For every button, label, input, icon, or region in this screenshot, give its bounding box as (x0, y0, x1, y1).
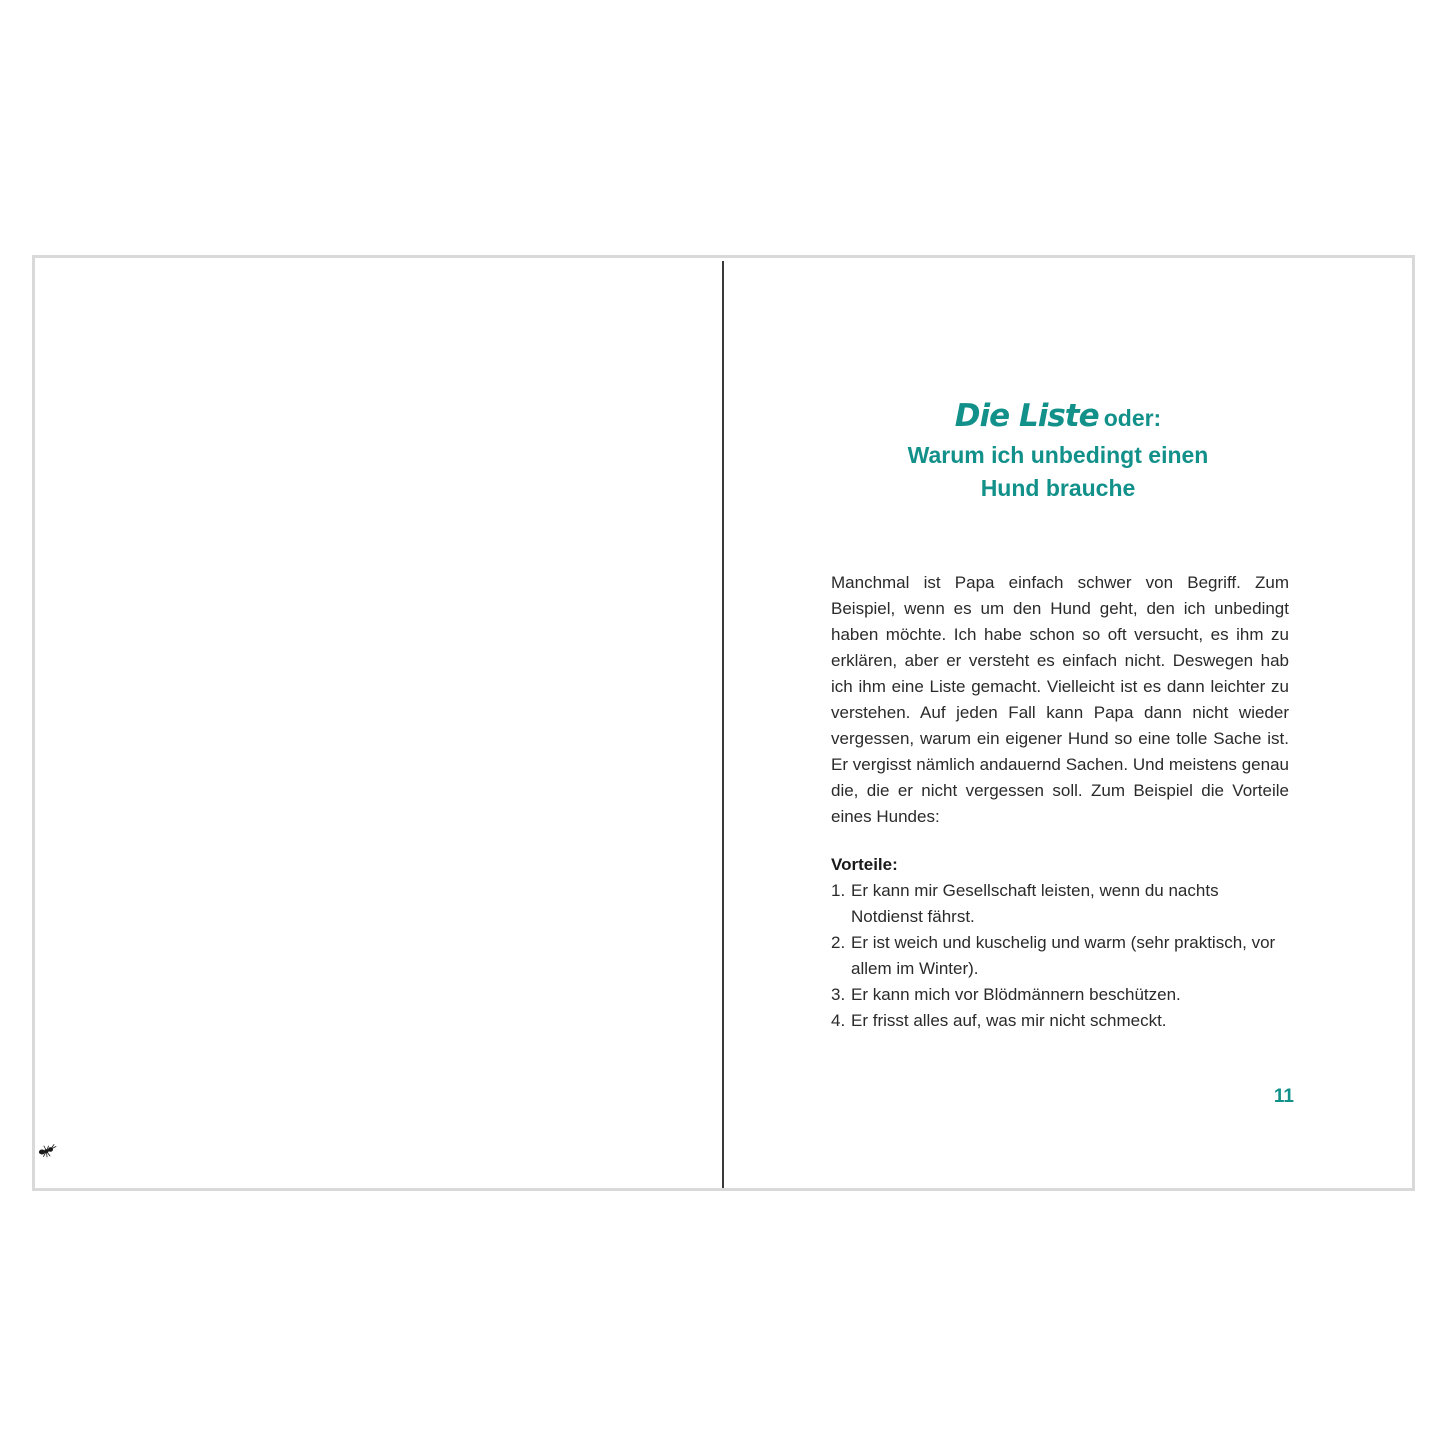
list-item (831, 878, 1281, 930)
left-page (35, 258, 722, 1188)
vorteile-heading: Vorteile: (831, 855, 898, 874)
title-line-1 (824, 398, 1292, 439)
list-item-number: 1. (831, 881, 846, 900)
list-item (831, 1008, 1281, 1034)
book-spread (32, 255, 1415, 1191)
list-item-number: 2. (831, 933, 846, 952)
list-item-number: 3. (831, 985, 846, 1004)
vorteile-list (831, 878, 1281, 1034)
list-item-text: Er kann mir Gesellschaft leisten, wenn du nachts Notdienst fährst. (851, 881, 1219, 926)
list-item (831, 930, 1281, 982)
list-item-number: 4. (831, 1011, 846, 1030)
title-oder: oder: (1103, 405, 1162, 431)
list-item-text: Er kann mich vor Blödmännern beschützen. (851, 985, 1181, 1004)
right-page (724, 258, 1412, 1188)
title-main: Die Liste (954, 398, 1099, 434)
list-item-text: Er frisst alles auf, was mir nicht schmeckt. (851, 1011, 1167, 1030)
list-item-text: Er ist weich und kuschelig und warm (sehr praktisch, vor allem im Winter). (851, 933, 1276, 978)
page-number: 11 (1273, 1086, 1294, 1107)
title-line-3: Hund brauche (980, 475, 1136, 501)
ant-icon (37, 1142, 57, 1160)
list-item (831, 982, 1281, 1008)
title-line-2: Warum ich unbedingt einen (907, 442, 1209, 468)
chapter-title (824, 398, 1292, 505)
body-paragraph: Manchmal ist Papa einfach schwer von Begriff. Zum Beispiel, wenn es um den Hund geht, den ich unbedingt haben möchte. Ich habe schon so oft versucht, es ihm zu erklären, aber er versteht es einfach nicht. Deswegen hab ich ihm eine Liste gemacht. Vielleicht ist es dann leichter zu verstehen. Auf jeden Fall kann Papa dann nicht wieder vergessen, warum ein eigener Hund so eine tolle Sache ist. Er vergisst nämlich andauernd Sachen. Und meistens genau die, die er nicht vergessen soll. Zum Beispiel die Vorteile eines Hundes: (831, 573, 1289, 826)
